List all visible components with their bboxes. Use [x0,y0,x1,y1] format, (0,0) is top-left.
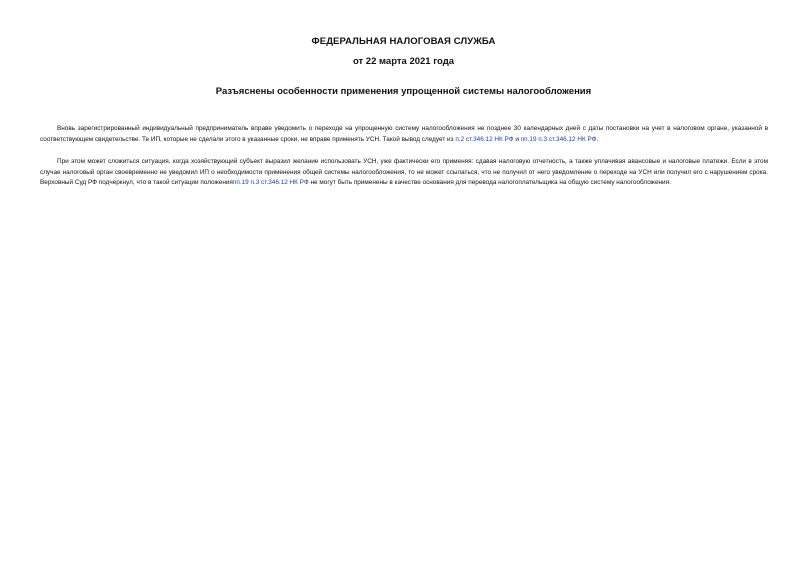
document-date: от 22 марта 2021 года [352,56,455,67]
paragraph-2-text-a: При этом может сложиться ситуация, когда хозяйствующий субъект выразил желание использовать УСН, уже фактически его применяя: сдавая налоговую отчетность, а также уплачивая авансовые и налоговые платежи. Если в этом случае налоговый орган своевременно не уведомил ИП о необходимости применения общей системы налогообложения, то не может ссылаться, что не получил от него уведомление о переходе на УСН или получил его с нарушением срока. Верховный Суд РФ подчеркнул, что в такой ситуации положения [40,158,768,187]
law-link-pp19-p3-st346-12[interactable]: пп.19 п.3 ст.346.12 НК РФ [520,135,597,143]
paragraph-1 [40,124,768,145]
law-link-pp19-p3-st346-12-second[interactable]: пп.19 п.3 ст.346.12 НК РФ [232,179,309,187]
paragraph-1-text-a: Вновь зарегистрированный индивидуальный предприниматель вправе уведомить о переходе на упрощенную систему налогообложения не позднее 30 календарных дней с даты постановки на учет в налоговом органе, указанной в соответствующем свидетельстве. Те ИП, которые не сделали этого в указанные сроки, не вправе применять УСН. Такой вывод следует из [40,125,768,143]
law-link-p2-st346-12[interactable]: п.2 ст.346.12 НК РФ [455,135,514,143]
paragraph-2 [40,157,768,189]
paragraph-1-text-b: и [513,135,521,143]
agency-name: ФЕДЕРАЛЬНАЯ НАЛОГОВАЯ СЛУЖБА [311,36,496,47]
paragraph-2-text-b: не могут быть применены в качестве основания для перевода налогоплательщика на общую систему налогообложения. [308,179,671,187]
document-title: Разъяснены особенности применения упрощенной системы налогообложения [215,86,592,97]
paragraph-1-text-c: . [596,135,599,143]
